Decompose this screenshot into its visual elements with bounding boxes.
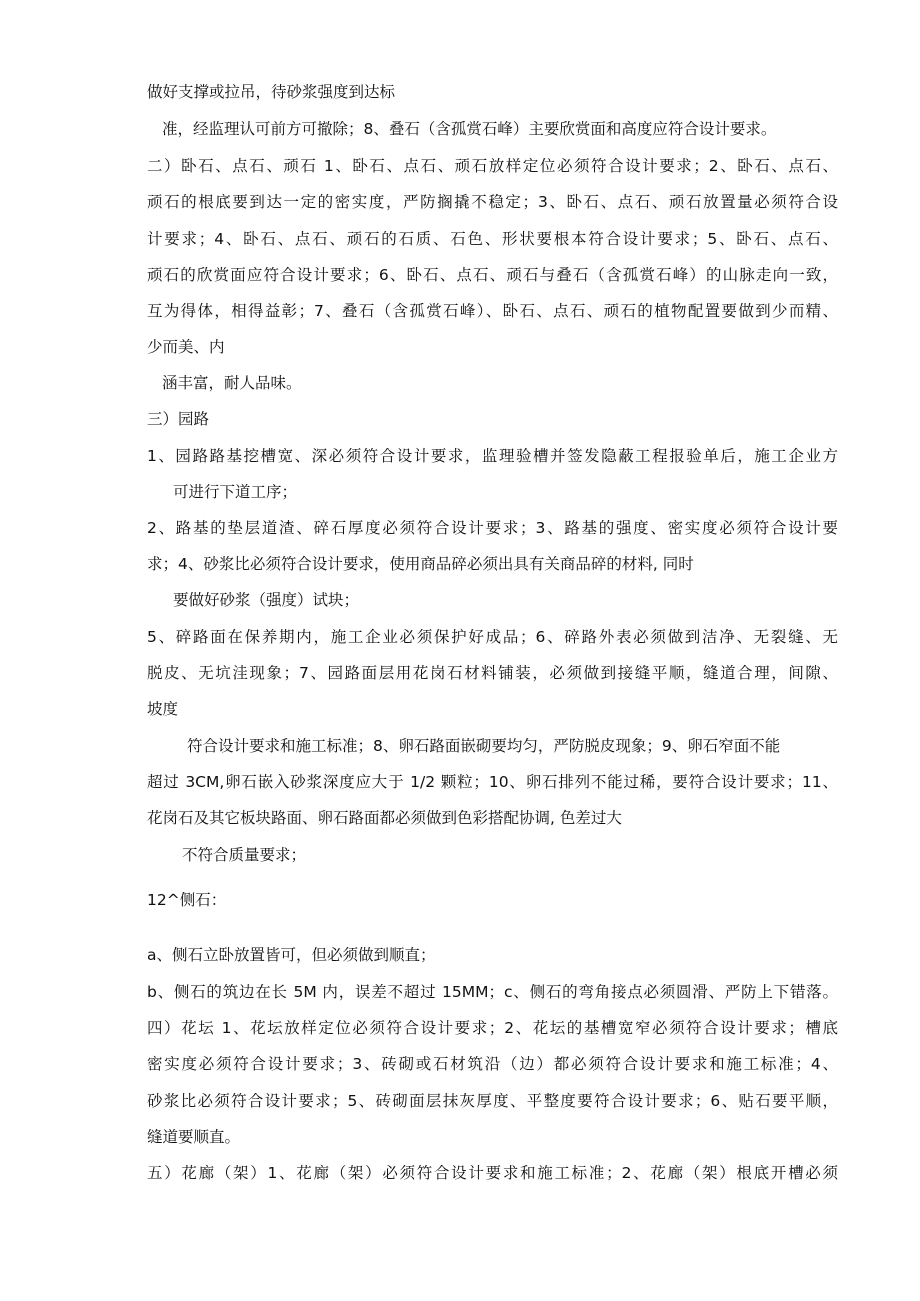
text-line: 坡度 xyxy=(147,700,179,718)
text-line: 计要求；4、卧石、点石、顽石的石质、石色、形状要根本符合设计要求；5、卧石、点石、 xyxy=(147,230,838,248)
text-line: 砂浆比必须符合设计要求；5、砖砌面层抹灰厚度、平整度要符合设计要求；6、贴石要平顺， xyxy=(147,1092,838,1110)
section-heading: 四）花坛 1、花坛放样定位必须符合设计要求；2、花坛的基槽宽窄必须符合设计要求；槽底 xyxy=(147,1019,838,1037)
text-line: 准，经监理认可前方可撤除；8、叠石（含孤赏石峰）主要欣赏面和高度应符合设计要求。 xyxy=(162,120,777,138)
text-line: 脱皮、无坑洼现象；7、园路面层用花岗石材料铺装，必须做到接缝平顺，缝道合理，间隙、 xyxy=(147,664,838,682)
text-line: 顽石的欣赏面应符合设计要求；6、卧石、点石、顽石与叠石（含孤赏石峰）的山脉走向一致， xyxy=(147,266,838,284)
text-line: b、侧石的筑边在长 5M 内，误差不超过 15MM；c、侧石的弯角接点必须圆滑、严防上下错落。 xyxy=(147,983,838,1001)
text-line: 不符合质量要求； xyxy=(182,846,307,864)
section-heading: 五）花廊（架）1、花廊（架）必须符合设计要求和施工标准；2、花廊（架）根底开槽必须 xyxy=(147,1164,838,1182)
text-line: 互为得体，相得益彰；7、叠石（含孤赏石峰）、卧石、点石、顽石的植物配置要做到少而精、 xyxy=(147,302,838,320)
text-line: 做好支撑或拉吊，待砂浆强度到达标 xyxy=(147,83,396,101)
text-line: 符合设计要求和施工标准；8、卵石路面嵌砌要均匀，严防脱皮现象；9、卵石窄面不能 xyxy=(187,737,781,755)
text-line: 花岗石及其它板块路面、卵石路面都必须做到色彩搭配协调, 色差过大 xyxy=(147,809,622,827)
section-heading: 三）园路 xyxy=(147,410,210,428)
text-line: 少而美、内 xyxy=(147,338,225,356)
text-line: 12^侧石： xyxy=(147,891,227,909)
text-line: 超过 3CM,卵石嵌入砂浆深度应大于 1/2 颗粒；10、卵石排列不能过稀，要符合设计要求；11、 xyxy=(147,773,838,791)
text-line: 1、园路路基挖槽宽、深必须符合设计要求，监理验槽并签发隐蔽工程报验单后，施工企业方 xyxy=(147,447,838,465)
text-line: 2、路基的垫层道渣、碎石厚度必须符合设计要求；3、路基的强度、密实度必须符合设计要 xyxy=(147,519,838,537)
text-line: 顽石的根底要到达一定的密实度，严防搁撬不稳定；3、卧石、点石、顽石放置量必须符合设 xyxy=(147,193,838,211)
text-line: 要做好砂浆（强度）试块； xyxy=(173,591,360,609)
text-line: 密实度必须符合设计要求；3、砖砌或石材筑沿（边）都必须符合设计要求和施工标准；4、 xyxy=(147,1055,838,1073)
text-line: 求；4、砂浆比必须符合设计要求，使用商品碎必须出具有关商品碎的材料, 同时 xyxy=(147,555,694,573)
text-line: 二）卧石、点石、顽石 1、卧石、点石、顽石放样定位必须符合设计要求；2、卧石、点石、 xyxy=(147,157,838,175)
text-line: a、侧石立卧放置皆可，但必须做到顺直； xyxy=(147,946,436,964)
text-line: 可进行下道工序； xyxy=(173,483,298,501)
text-line: 缝道要顺直。 xyxy=(147,1128,241,1146)
text-line: 涵丰富，耐人品味。 xyxy=(162,374,302,392)
text-line: 5、碎路面在保养期内，施工企业必须保护好成品；6、碎路外表必须做到洁净、无裂缝、无 xyxy=(147,628,838,646)
